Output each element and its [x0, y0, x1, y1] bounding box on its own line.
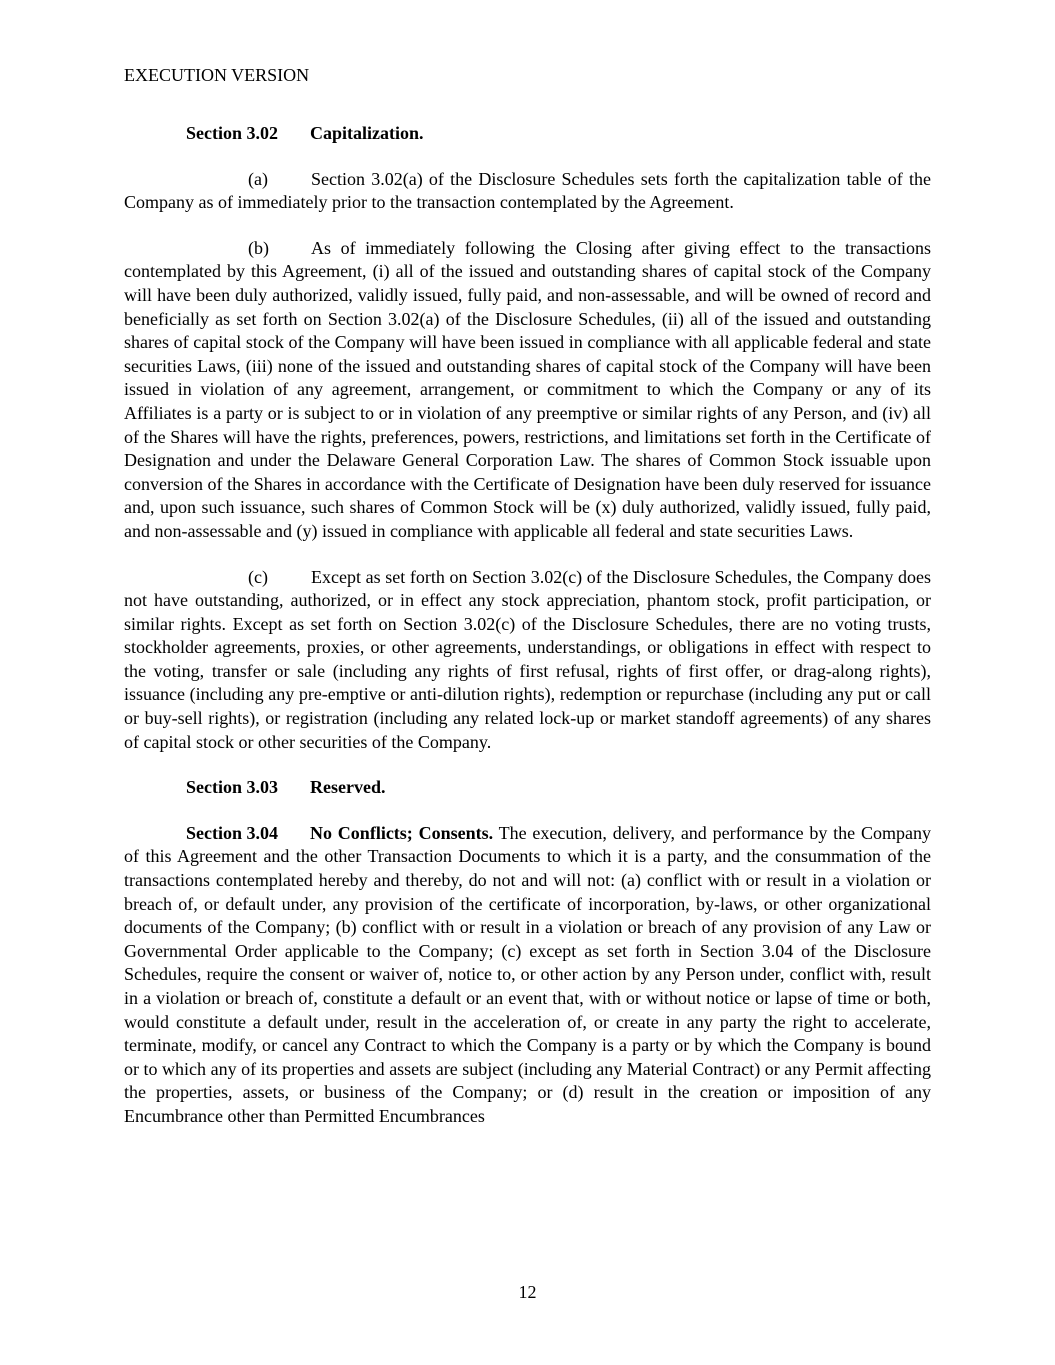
paragraph-b-label: (b) — [248, 237, 269, 258]
paragraph-c-label: (c) — [248, 566, 268, 587]
section-3-04-heading — [186, 823, 493, 843]
section-3-02-title: Capitalization. — [310, 123, 424, 143]
section-3-04-paragraph — [124, 822, 931, 1129]
paragraph-a-text: Section 3.02(a) of the Disclosure Schedules sets forth the capitalization table of the Company as of immediately prior to the transaction contemplated by the Agreement. — [124, 168, 931, 213]
section-3-04-number: Section 3.04 — [186, 822, 278, 843]
section-3-03-number: Section 3.03 — [186, 777, 278, 798]
document-body — [124, 122, 931, 1151]
section-3-02-paragraph-c — [124, 566, 931, 755]
paragraph-a-label: (a) — [248, 168, 268, 189]
section-3-04-text: The execution, delivery, and performance by the Company of this Agreement and the other Transaction Documents to which it is a party, and the consummation of the transactions contemplated hereby and thereby, do not and will not: (a) conflict with or result in a violation or breach of, or default under, any provision of the certificate of incorporation, by-laws, or other organizational documents of the Company; (b) conflict with or result in a violation or breach of any provision of any Law or Governmental Order applicable to the Company; (c) except as set forth in Section 3.04 of the Disclosure Schedules, require the consent or waiver of, notice to, or other action by any Person under, conflict with, result in a violation or breach of, constitute a default or an event that, with or without notice or lapse of time or both, would constitute a default under, result in the acceleration of, or create in any party the right to accelerate, terminate, modify, or cancel any Contract to which the Company is a party or by which the Company is bound or to which any of its properties and assets are subject (including any Material Contract) or any Permit affecting the properties, assets, or business of the Company; or (d) result in the creation or imposition of any Encumbrance other than Permitted Encumbrances — [124, 822, 931, 1126]
execution-version-header: EXECUTION VERSION — [124, 65, 310, 85]
paragraph-c-text: Except as set forth on Section 3.02(c) of the Disclosure Schedules, the Company does not have outstanding, authorized, or in effect any stock appreciation, phantom stock, profit participation, or similar rights. Except as set forth on Section 3.02(c) of the Disclosure Schedules, there are no voting trusts, stockholder agreements, proxies, or other agreements, understandings, or obligations in effect with respect to the voting, transfer or sale (including any rights of first refusal, rights of first offer, or drag-along rights), issuance (including any pre-emptive or anti-dilution rights), redemption or repurchase (including any put or call or buy-sell rights), or registration (including any related lock-up or market standoff agreements) of any shares of capital stock or other securities of the Company. — [124, 566, 931, 752]
section-3-04-title: No Conflicts; Consents. — [310, 822, 494, 843]
page-number: 12 — [518, 1282, 537, 1302]
section-3-02-paragraph-b — [124, 237, 931, 544]
section-3-03-title: Reserved. — [310, 777, 386, 798]
section-3-03-heading — [186, 776, 931, 800]
section-3-02-heading — [186, 122, 931, 146]
section-3-02-number: Section 3.02 — [186, 123, 278, 143]
section-3-02-paragraph-a — [124, 168, 931, 215]
paragraph-b-text: As of immediately following the Closing after giving effect to the transactions contemplated by this Agreement, (i) all of the issued and outstanding shares of capital stock of the Company will have been duly authorized, validly issued, fully paid, and non-assessable, and will be owned of record and beneficially as set forth on Section 3.02(a) of the Disclosure Schedules, (ii) all of the issued and outstanding shares of capital stock of the Company will have been issued in compliance with all applicable federal and state securities Laws, (iii) none of the issued and outstanding shares of capital stock of the Company will have been issued in violation of any agreement, arrangement, or commitment to which the Company or any of its Affiliates is a party or is subject to or in violation of any preemptive or similar rights of any Person, and (iv) all of the Shares will have the rights, preferences, powers, restrictions, and limitations set forth in the Certificate of Designation and under the Delaware General Corporation Law. The shares of Common Stock issuable upon conversion of the Shares in accordance with the Certificate of Designation have been duly reserved for issuance and, upon such issuance, such shares of Common Stock will be (x) duly authorized, validly issued, fully paid, and non-assessable and (y) issued in compliance with applicable all federal and state securities Laws. — [124, 237, 931, 541]
